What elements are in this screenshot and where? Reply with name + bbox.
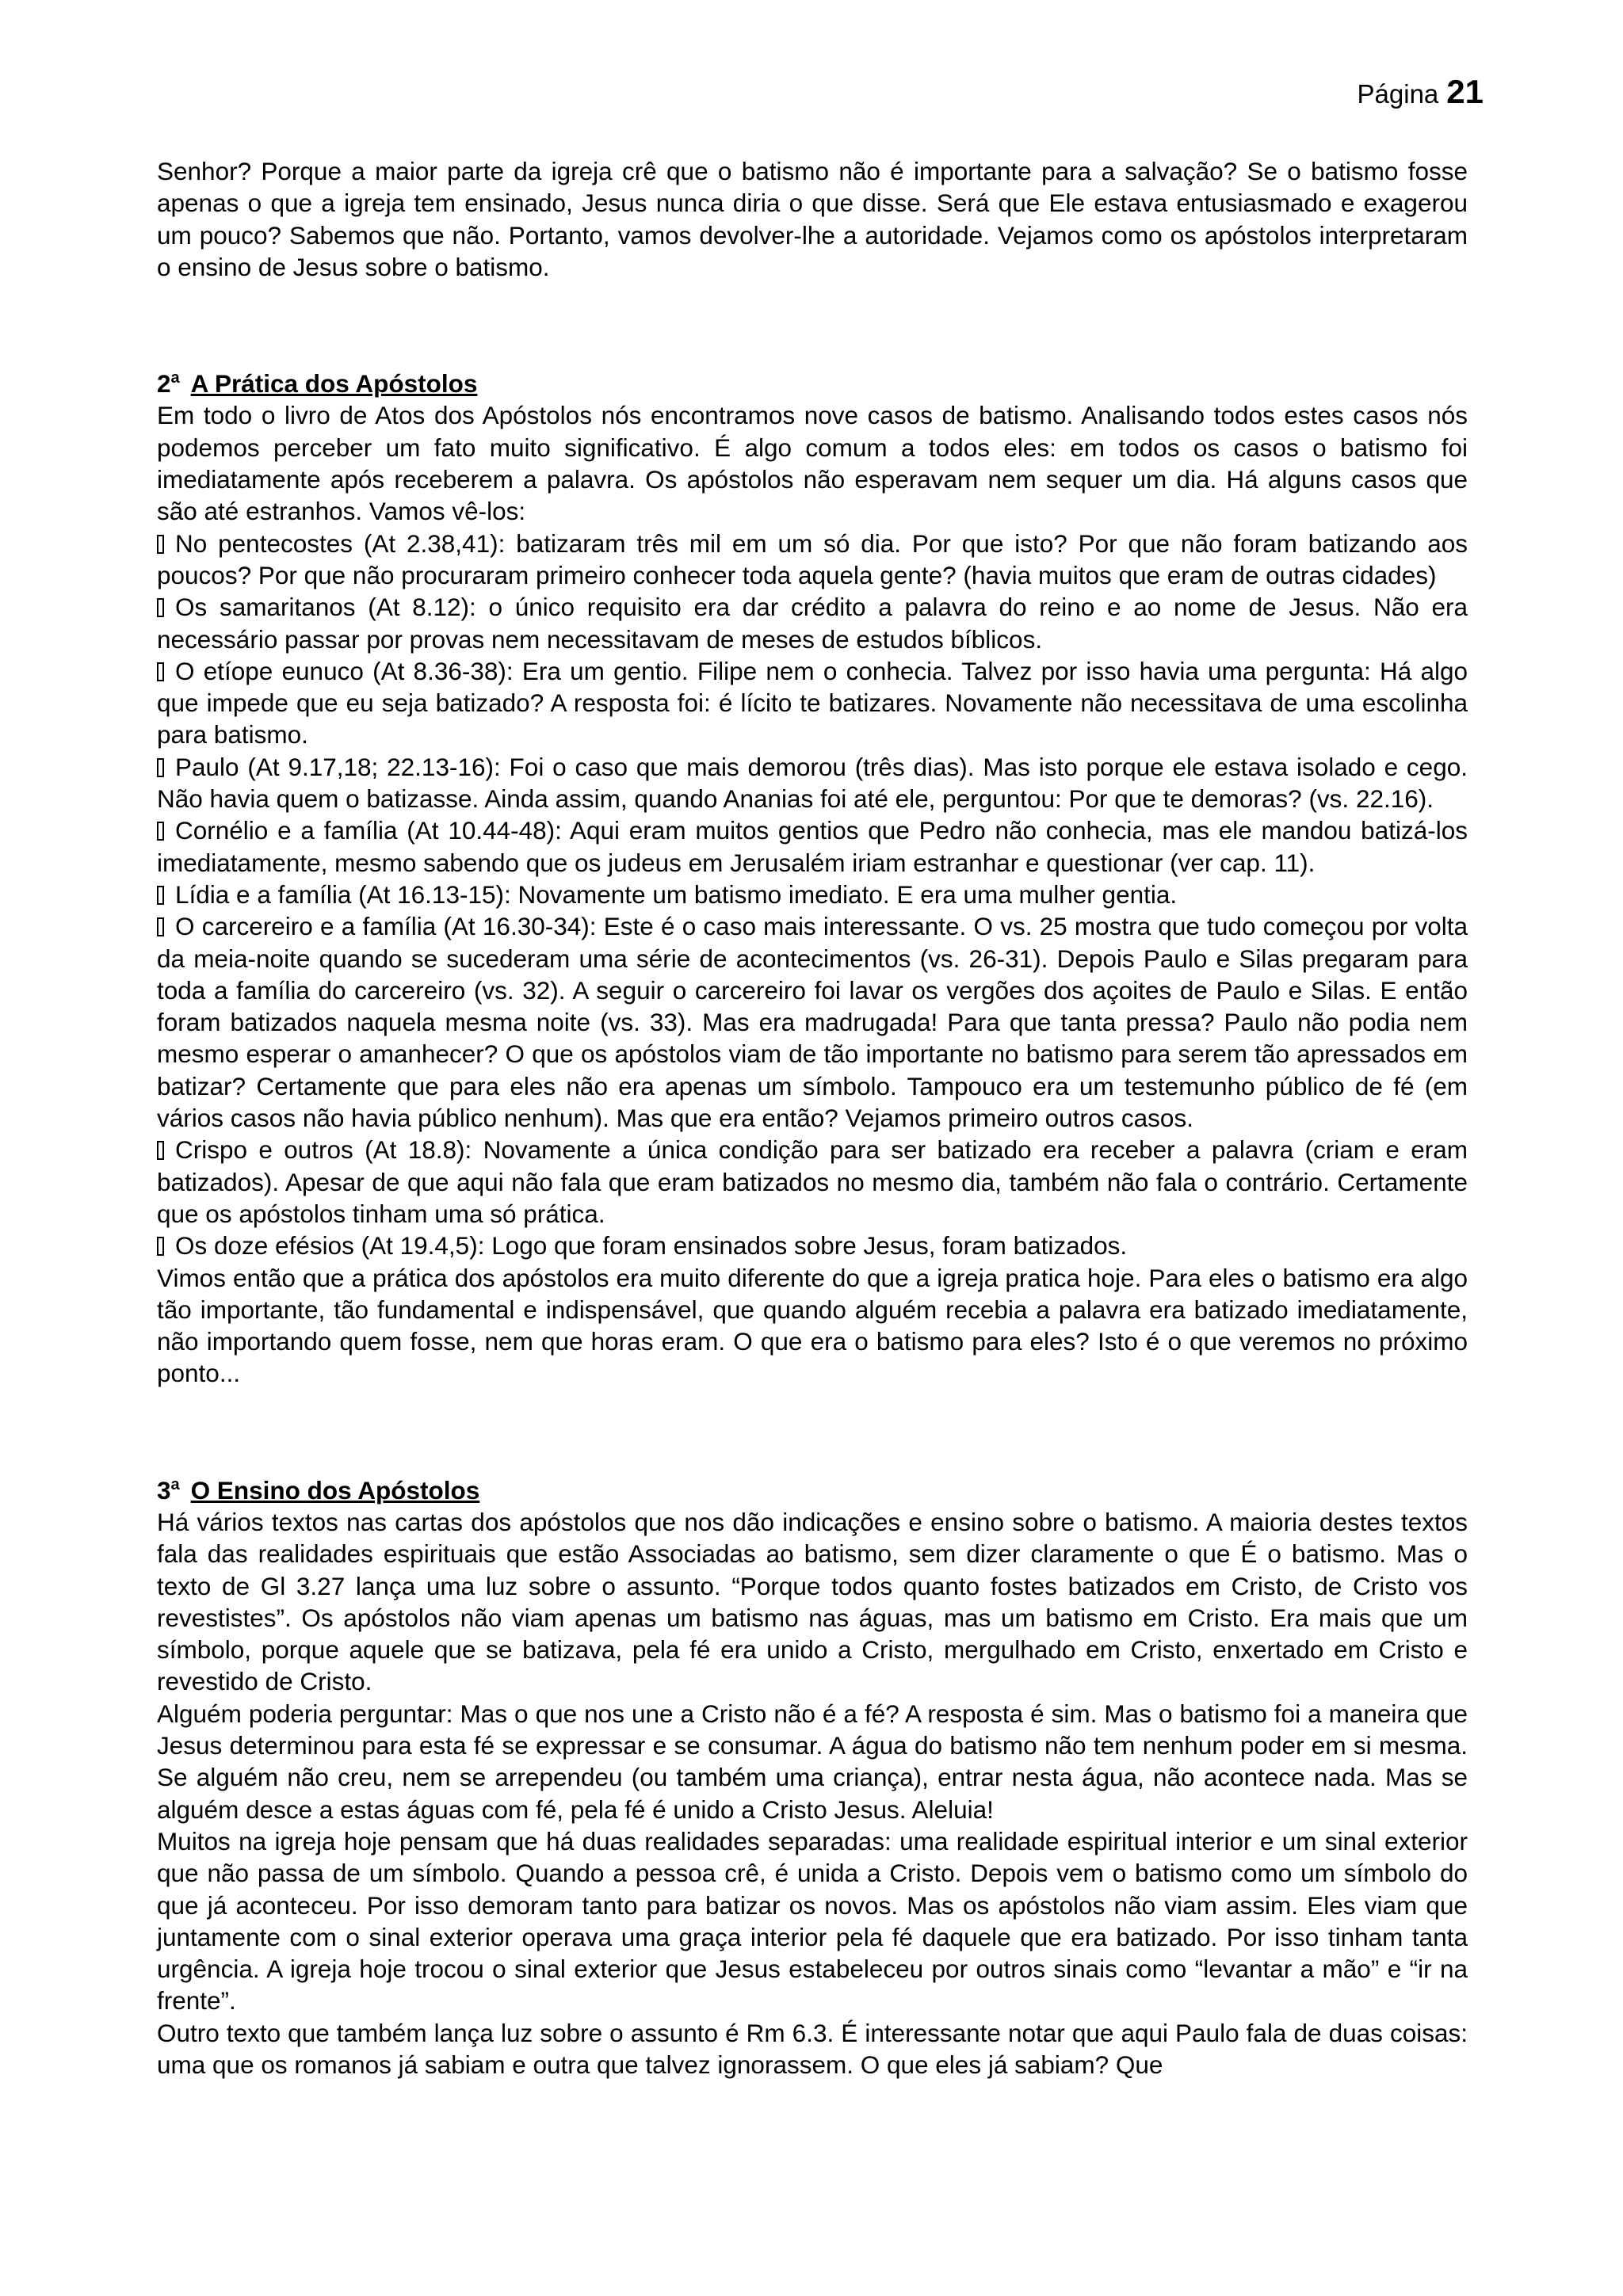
section-2-ordinal: 2 [157, 369, 171, 399]
list-item: O carcereiro e a família (At 16.30-34): Este é o caso mais interessante. O vs. 25 mostra que tudo começou por volta da meia-noite quando se sucederam uma série de acontecimentos (vs. 26-31). Depois Paulo e Silas pregaram para toda a família do carcereiro (vs. 32). A seguir o carcereiro foi lavar os vergões dos açoites de Paulo e Silas. E então foram batizados naquela mesma noite (vs. 33). Mas era madrugada! Para que tanta pressa? Paulo não podia nem mesmo esperar o amanhecer? O que os apóstolos viam de tão importante no batismo para serem tão apressados em batizar? Certamente que para eles não era apenas um símbolo. Tampouco era um testemunho público de fé (em vários casos não havia público nenhum). Mas que era então? Vejamos primeiro outros casos. [157, 912, 1468, 1133]
page-number [1357, 73, 1484, 110]
list-item: Lídia e a família (At 16.13-15): Novamente um batismo imediato. E era uma mulher gentia. [157, 879, 1468, 910]
bullet-icon [157, 822, 164, 841]
section-3-paragraph: Há vários textos nas cartas dos apóstolos que nos dão indicações e ensino sobre o batismo. A maioria destes textos fala das realidades espirituais que estão Associadas ao batismo, sem dizer claramente o que É o batismo. Mas o texto de Gl 3.27 lança uma luz sobre o assunto. “Porque todos quanto fostes batizados em Cristo, de Cristo vos revestistes”. Os apóstolos não viam apenas um batismo nas águas, mas um batismo em Cristo. Era mais que um símbolo, porque aquele que se batizava, pela fé era unido a Cristo, mergulhado em Cristo, enxertado em Cristo e revestido de Cristo. [157, 1507, 1468, 1696]
bullet-icon [157, 886, 164, 905]
list-item: O etíope eunuco (At 8.36-38): Era um gentio. Filipe nem o conhecia. Talvez por isso havia uma pergunta: Há algo que impede que eu seja batizado? A resposta foi: é lícito te batizares. Novamente não necessitava de uma escolinha para batismo. [157, 656, 1468, 749]
section-2-heading [157, 362, 1468, 399]
bullet-icon [157, 598, 164, 617]
section-2-closing: Vimos então que a prática dos apóstolos era muito diferente do que a igreja pratica hoje. Para eles o batismo era algo tão importante, tão fundamental e indispensável, que quando alguém recebia a palavra era batizado imediatamente, não importando quem fosse, nem que horas eram. O que era o batismo para eles? Isto é o que veremos no próximo ponto... [157, 1263, 1468, 1388]
page-label: Página [1357, 79, 1439, 109]
list-item: Os doze efésios (At 19.4,5): Logo que foram ensinados sobre Jesus, foram batizados. [157, 1230, 1468, 1261]
list-item: Cornélio e a família (At 10.44-48): Aqui eram muitos gentios que Pedro não conhecia, mas ele mandou batizá-los imediatamente, mesmo sabendo que os judeus em Jerusalém iriam estranhar e questionar (ver cap. 11). [157, 816, 1468, 877]
bullet-icon [157, 1237, 164, 1256]
section-2-ordinal-sup: a [170, 369, 180, 387]
section-3-ordinal-sup: a [170, 1475, 180, 1493]
intro-paragraph: Senhor? Porque a maior parte da igreja crê que o batismo não é importante para a salvação? Se o batismo fosse apenas o que a igreja tem ensinado, Jesus nunca diria o que disse. Será que Ele estava entusiasmado e exagerou um pouco? Sabemos que não. Portanto, vamos devolver-lhe a autoridade. Vejamos como os apóstolos interpretaram o ensino de Jesus sobre o batismo. [157, 157, 1468, 281]
bullet-icon [157, 758, 164, 777]
list-item: Os samaritanos (At 8.12): o único requisito era dar crédito a palavra do reino e ao nome de Jesus. Não era necessário passar por provas nem necessitavam de meses de estudos bíblicos. [157, 593, 1468, 654]
page-number-value: 21 [1446, 73, 1484, 110]
section-3-paragraph: Muitos na igreja hoje pensam que há duas realidades separadas: uma realidade espiritual interior e um sinal exterior que não passa de um símbolo. Quando a pessoa crê, é unida a Cristo. Depois vem o batismo como um símbolo do que já aconteceu. Por isso demoram tanto para batizar os novos. Mas os apóstolos não viam assim. Eles viam que juntamente com o sinal exterior operava uma graça interior pela fé daquele que era batizado. Por isso tinham tanta urgência. A igreja hoje trocou o sinal exterior que Jesus estabeleceu por outros sinais como “levantar a mão” e “ir na frente”. [157, 1826, 1468, 2016]
section-2-title: A Prática dos Apóstolos [190, 369, 478, 399]
bullet-icon [157, 1141, 164, 1160]
section-2-lead: Em todo o livro de Atos dos Apóstolos nós encontramos nove casos de batismo. Analisando todos estes casos nós podemos perceber um fato muito significativo. É algo comum a todos eles: em todos os casos o batismo foi imediatamente após receberem a palavra. Os apóstolos não esperavam nem sequer um dia. Há alguns casos que são até estranhos. Vamos vê-los: [157, 401, 1468, 526]
bullet-icon [157, 662, 164, 681]
section-3-ordinal: 3 [157, 1475, 171, 1505]
page-content [157, 155, 1468, 2081]
section-3-title: O Ensino dos Apóstolos [190, 1475, 480, 1505]
list-item: No pentecostes (At 2.38,41): batizaram três mil em um só dia. Por que isto? Por que não foram batizando aos poucos? Por que não procuraram primeiro conhecer toda aquela gente? (havia muitos que eram de outras cidades) [157, 528, 1468, 589]
section-3-heading [157, 1469, 1468, 1506]
section-3-paragraph: Outro texto que também lança luz sobre o assunto é Rm 6.3. É interessante notar que aqui Paulo fala de duas coisas: uma que os romanos já sabiam e outra que talvez ignorassem. O que eles já sabiam? Que [157, 2018, 1468, 2080]
bullet-icon [157, 917, 164, 936]
section-3-paragraph: Alguém poderia perguntar: Mas o que nos une a Cristo não é a fé? A resposta é sim. Mas o batismo foi a maneira que Jesus determinou para esta fé se expressar e se consumar. A água do batismo não tem nenhum poder em si mesma. Se alguém não creu, nem se arrependeu (ou também uma criança), entrar nesta água, não acontece nada. Mas se alguém desce a estas águas com fé, pela fé é unido a Cristo Jesus. Aleluia! [157, 1699, 1468, 1824]
list-item: Paulo (At 9.17,18; 22.13-16): Foi o caso que mais demorou (três dias). Mas isto porque ele estava isolado e cego. Não havia quem o batizasse. Ainda assim, quando Ananias foi até ele, perguntou: Por que te demoras? (vs. 22.16). [157, 752, 1468, 814]
bullet-icon [157, 535, 164, 554]
list-item: Crispo e outros (At 18.8): Novamente a única condição para ser batizado era receber a palavra (criam e eram batizados). Apesar de que aqui não fala que eram batizados no mesmo dia, também não fala o contrário. Certamente que os apóstolos tinham uma só prática. [157, 1135, 1468, 1228]
